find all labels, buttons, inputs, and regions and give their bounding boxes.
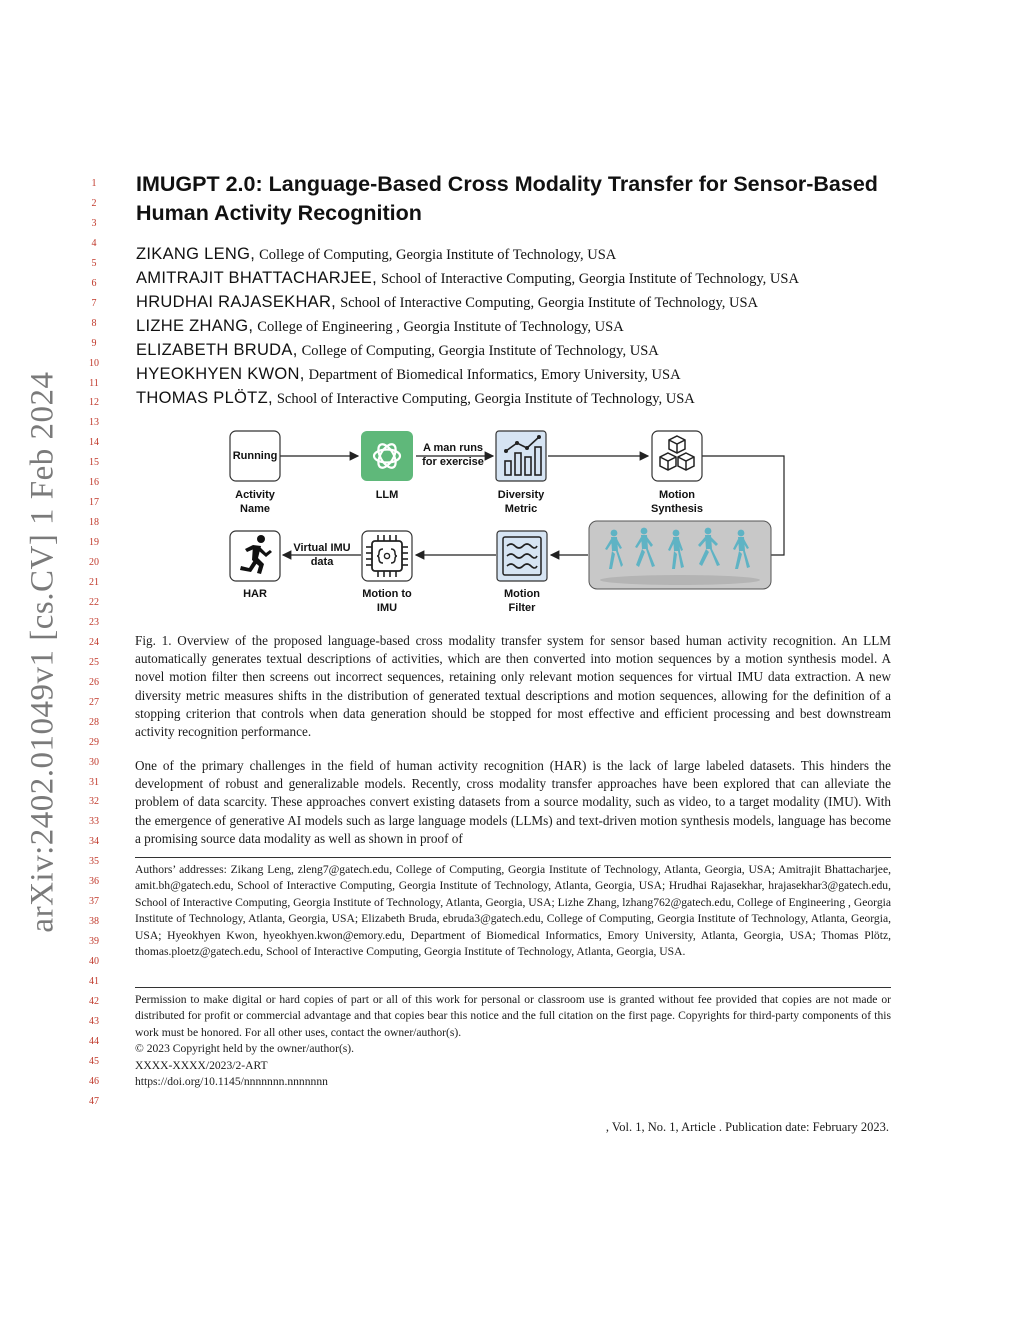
author-entry [136, 338, 936, 362]
body-paragraph: One of the primary challenges in the field of human activity recognition (HAR) is the lack of large labeled datasets. This hinders the development of robust and generalizable models. Recently, cross modality transfer approaches have been explored that can alleviate the problem of data scarcity. These approaches convert existing datasets from a source modality, such as video, to a target modality (IMU). With the emergence of generative AI models such as large language models (LLMs) and text-driven motion synthesis models, language has become a promising source data modality as well as shown in proof of [135, 758, 891, 846]
permission-text: Permission to make digital or hard copies of part or all of this work for personal or classroom use is granted without fee provided that copies are not made or distributed for profit or commercial advantage and that copies bear this notice and the full citation on the first page. Copyrights for third-party components of this work must be honored. For all other uses, contact the owner/author(s). [135, 993, 891, 1039]
author-entry [136, 266, 936, 290]
line-number: 9 [91, 337, 97, 349]
line-number: 22 [89, 596, 99, 608]
virtual-imu-label: Virtual IMU data [293, 542, 351, 568]
author-affiliation: Department of Biomedical Informatics, Emory University, USA [308, 367, 681, 383]
line-number: 16 [89, 477, 99, 489]
author-name: THOMAS PLÖTZ, [136, 389, 273, 407]
page-footer: , Vol. 1, No. 1, Article . Publication date: February 2023. [605, 1120, 889, 1134]
line-number: 23 [89, 616, 99, 628]
line-number: 28 [89, 716, 99, 728]
author-entry [136, 314, 936, 338]
permission-rule [135, 987, 891, 988]
motion-filter-label: Motion Filter [503, 588, 541, 614]
line-number: 31 [89, 776, 99, 788]
line-number: 5 [91, 257, 97, 269]
line-number: 36 [89, 876, 99, 888]
line-number: 6 [91, 277, 97, 289]
line-number: 42 [89, 995, 99, 1007]
llm-icon [361, 431, 413, 481]
author-affiliation: School of Interactive Computing, Georgia Institute of Technology, USA [380, 271, 799, 287]
isbn-line: XXXX-XXXX/2023/2-ART [135, 1058, 268, 1072]
author-affiliation: School of Interactive Computing, Georgia Institute of Technology, USA [276, 391, 695, 407]
line-number: 12 [89, 397, 99, 409]
author-entry [136, 242, 936, 266]
author-addresses: Authors’ addresses: Zikang Leng, zleng7@gatech.edu, College of Computing, Georgia Institute of Technology, Atlanta, Georgia, USA; Amitrajit Bhattacharjee, amit.bh@gatech.edu, School of Interactive Computing, Georgia Institute of Technology, Atlanta, Georgia, USA; Hrudhai Rajasekhar, hrajasekhar3@gatech.edu, School of Interactive Computing, Georgia Institute of Technology, Atlanta, Georgia, USA; Lizhe Zhang, lzhang762@gatech.edu, College of Engineering , Georgia Institute of Technology, Atlanta, Georgia, USA; Elizabeth Bruda, ebruda3@gatech.edu, College of Computing, Georgia Institute of Technology, Atlanta, Georgia, USA; Hyeokhyen Kwon, hyeokhyen.kwon@emory.edu, Department of Biomedical Informatics, Emory University, Atlanta, Georgia, USA; Thomas Plötz, thomas.ploetz@gatech.edu, School of Interactive Computing, Georgia Institute of Technology, Atlanta, Georgia, USA. [135, 863, 891, 959]
author-name: ZIKANG LENG, [136, 245, 256, 263]
line-number: 34 [89, 836, 99, 848]
line-number: 41 [89, 976, 99, 987]
line-number: 14 [89, 437, 99, 449]
llm-label: LLM [375, 489, 399, 501]
line-number: 19 [89, 537, 99, 549]
line-number: 21 [89, 577, 99, 588]
author-affiliation: School of Interactive Computing, Georgia Institute of Technology, USA [340, 295, 759, 311]
author-name: LIZHE ZHANG, [136, 317, 254, 335]
author-affiliation: College of Engineering , Georgia Institute of Technology, USA [257, 319, 624, 335]
line-number: 17 [89, 497, 99, 509]
diversity-metric-label: Diversity Metric [497, 489, 545, 515]
line-number: 20 [89, 557, 99, 569]
running-person-icon [230, 531, 280, 581]
line-number: 3 [91, 217, 97, 229]
line-number: 27 [89, 696, 99, 708]
author-name: HYEOKHYEN KWON, [136, 365, 305, 383]
line-number: 29 [89, 736, 99, 748]
line-number: 32 [89, 796, 99, 808]
paper-title: IMUGPT 2.0: Language-Based Cross Modality Transfer for Sensor-Based Human Activity Recognition [136, 172, 878, 225]
arxiv-stamp: arXiv:2402.01049v1 [cs.CV] 1 Feb 2024 [24, 371, 61, 933]
author-affiliation: College of Computing, Georgia Institute of Technology, USA [301, 343, 659, 359]
line-number: 44 [89, 1035, 99, 1047]
line-number: 47 [89, 1095, 99, 1107]
figure-caption: Fig. 1. Overview of the proposed language-based cross modality transfer system for sensor based human activity recognition. An LLM automatically generates textual descriptions of activities, which are then converted into motion sequences by a motion synthesis model. A novel motion filter then screens out incorrect sequences, retaining only relevant motion sequences for virtual IMU data extraction. A new diversity metric measures shifts in the distribution of generated textual descriptions and motion sequences, allowing for the definition of a stopping criterion that controls when data generation should be stopped for most effective and efficient processing and best downstream activity recognition performance. [135, 633, 891, 740]
line-number: 38 [89, 916, 99, 928]
running-label: Running [232, 450, 278, 462]
line-number: 11 [89, 377, 99, 389]
llm-output-label: A man runs for exercise [422, 442, 484, 468]
line-number: 13 [89, 417, 99, 429]
copyright-line: © 2023 Copyright held by the owner/author(s). [135, 1042, 355, 1056]
author-list [136, 242, 936, 410]
author-name: AMITRAJIT BHATTACHARJEE, [136, 269, 377, 287]
line-number: 46 [89, 1075, 99, 1087]
motion-sequence-image [589, 521, 771, 589]
line-number: 15 [89, 457, 99, 469]
line-number: 26 [89, 676, 99, 688]
line-number: 33 [89, 816, 99, 828]
line-number: 45 [89, 1055, 99, 1067]
line-number: 35 [89, 856, 99, 868]
motion-to-imu-label: Motion to IMU [362, 588, 412, 614]
line-number: 25 [89, 656, 99, 668]
line-number: 37 [89, 896, 99, 908]
motion-synthesis-label: Motion Synthesis [651, 489, 703, 515]
line-number: 4 [91, 237, 97, 249]
activity-name-label: Activity Name [235, 489, 275, 515]
line-number: 7 [91, 297, 97, 309]
filter-icon [497, 531, 547, 581]
author-entry [136, 386, 936, 410]
author-name: ELIZABETH BRUDA, [136, 341, 298, 359]
footnote-rule [135, 857, 891, 858]
line-number: 2 [91, 197, 97, 209]
line-number: 30 [89, 756, 99, 768]
author-affiliation: College of Computing, Georgia Institute of Technology, USA [259, 247, 617, 263]
cubes-icon [652, 431, 702, 481]
line-number: 8 [91, 317, 97, 329]
author-entry [136, 290, 936, 314]
permission-block [135, 992, 891, 1090]
author-entry [136, 362, 936, 386]
line-number: 39 [89, 936, 99, 948]
line-number: 43 [89, 1015, 99, 1027]
line-number: 24 [89, 636, 99, 648]
chip-icon [362, 531, 412, 581]
chart-icon [496, 431, 546, 481]
line-number: 18 [89, 517, 99, 529]
line-number: 40 [89, 956, 99, 968]
author-name: HRUDHAI RAJASEKHAR, [136, 293, 337, 311]
har-label: HAR [243, 588, 267, 600]
line-number: 10 [89, 357, 99, 369]
doi-link[interactable]: https://doi.org/10.1145/nnnnnnn.nnnnnnn [135, 1075, 328, 1089]
figure-1 [220, 425, 800, 625]
line-number: 1 [91, 178, 97, 189]
